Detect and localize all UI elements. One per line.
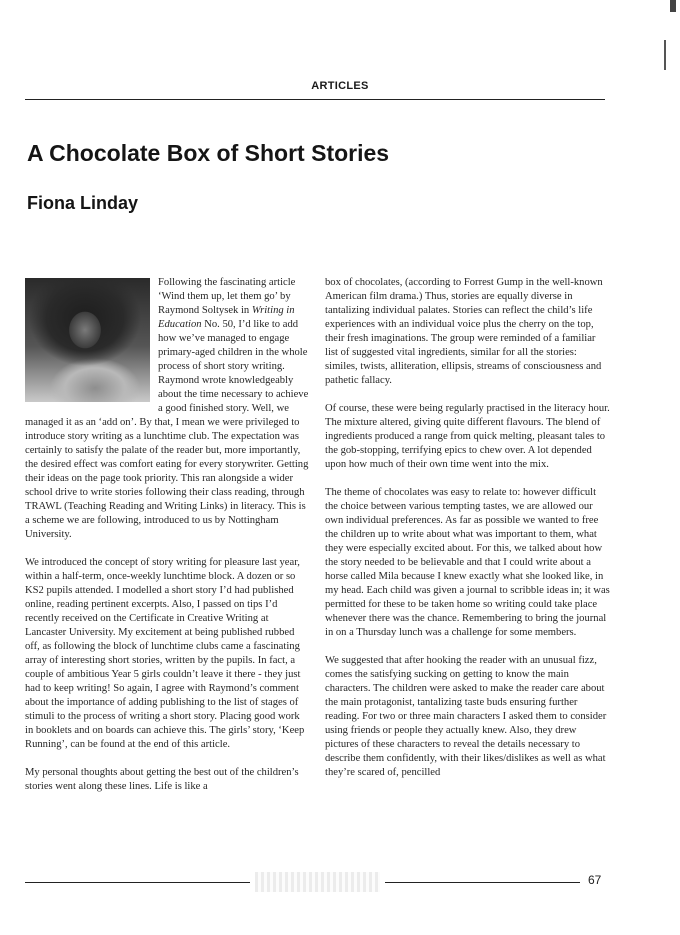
- paragraph: We suggested that after hooking the reader with an unusual fizz, comes the satisfying sucking on getting to know the main characters. The children were asked to make the reader care about the main protagonist, tantalizing taste buds ensuring further reading. For two or three main characters I asked them to consider using friends or people they actually knew. Also, they drew pictures of these characters to reveal the details necessary to describe them confidently, with their likes/dislikes as well as what they’re scared of, pencilled: [325, 655, 607, 778]
- scan-smudge: [255, 872, 380, 892]
- scan-edge-mark: [664, 40, 666, 70]
- author-photo: [25, 278, 150, 402]
- article-title: A Chocolate Box of Short Stories: [27, 140, 390, 166]
- header-rule: [25, 99, 605, 100]
- journal-title: Writing in Education: [158, 305, 295, 330]
- footer-rule-right: [385, 882, 580, 883]
- paragraph: The theme of chocolates was easy to relate to: however difficult the choice between various tempting tastes, we are allowed our own individual preferences. As far as possible we wanted to free the children up to write about what was important to them, what they were especially excited about. For this, we talked about how the story needed to be believable and that I could write about a horse called Mila because I knew exactly what she looked like, in my head. Each child was given a journal to scribble ideas in; it was permitted for these to be taken home so writing could take place whenever there was the chance. Remembering to bring the journal in on a Thursday lunch was a challenge for some members.: [325, 487, 610, 638]
- paragraph: Of course, these were being regularly practised in the literacy hour. The mixture altered, giving quite different flavours. The blend of ingredients produced a range from quick melting, pleasant tales to the gob-stopping, terrifying epics to chew over. A lot depended upon how much of their own time went into the mix.: [325, 403, 610, 470]
- footer-rule-left: [25, 882, 250, 883]
- paragraph: Following the fascinating article ‘Wind them up, let them go’ by Raymond Soltysek in Writing in Education No. 50, I’d like to add how we’ve managed to engage primary-aged children in the whole process of short story writing. Raymond wrote knowledgeably about the time necessary to achieve a good finished story. Well, we managed it as an ‘add on’. By that, I mean we were privileged to introduce story writing as a lunchtime club. The expectation was certainly to satisfy the palate of the reader but, more importantly, the desired effect was comfort eating for every storywriter. Getting their ideas on the page took priority. This ran alongside a wider school drive to write stories following their class reading, through TRAWL (Teaching Reading and Writing Links) in literacy. This is a scheme we are following, introduced to us by Nottingham University.: [25, 277, 309, 540]
- section-header: ARTICLES: [311, 80, 369, 92]
- column-right: [325, 276, 610, 794]
- paragraph: We introduced the concept of story writing for pleasure last year, within a half-term, once-weekly lunchtime block. A dozen or so KS2 pupils attended. I modelled a short story I’d had published online, reading pertinent excerpts. Also, I passed on tips I’d recently received on the Certificate in Creative Writing at Lancaster University. My excitement at being published rubbed off, as following the block of lunchtime clubs came a fascinating array of interesting short stories, written by the pupils. In fact, a couple of ambitious Year 5 girls couldn’t leave it there - they just had to keep writing! So again, I agree with Raymond’s comment about the importance of adding publishing to the list of stages of stimuli to the process of writing a short story. Placing good work in booklets and on boards can achieve this. The girls’ story, ‘Keep Running’, can be found at the end of this article.: [25, 557, 305, 750]
- paragraph: My personal thoughts about getting the best out of the children’s stories went along these lines. Life is like a: [25, 767, 299, 792]
- paragraph: box of chocolates, (according to Forrest Gump in the well-known American film drama.) Thus, stories are equally diverse in tantalizing individual palates. Stories can reflect the child’s life experiences with an individual voice plus the cherry on the top, their fresh imaginations. The group were reminded of a familiar list of suggested vital ingredients, similar for all the stories: similes, twists, alliteration, ellipsis, streams of consciousness and pathetic fallacy.: [325, 277, 603, 386]
- page-number: 67: [588, 873, 602, 887]
- column-left: [25, 276, 310, 808]
- scan-edge-mark: [670, 0, 676, 12]
- article-author: Fiona Linday: [27, 193, 139, 213]
